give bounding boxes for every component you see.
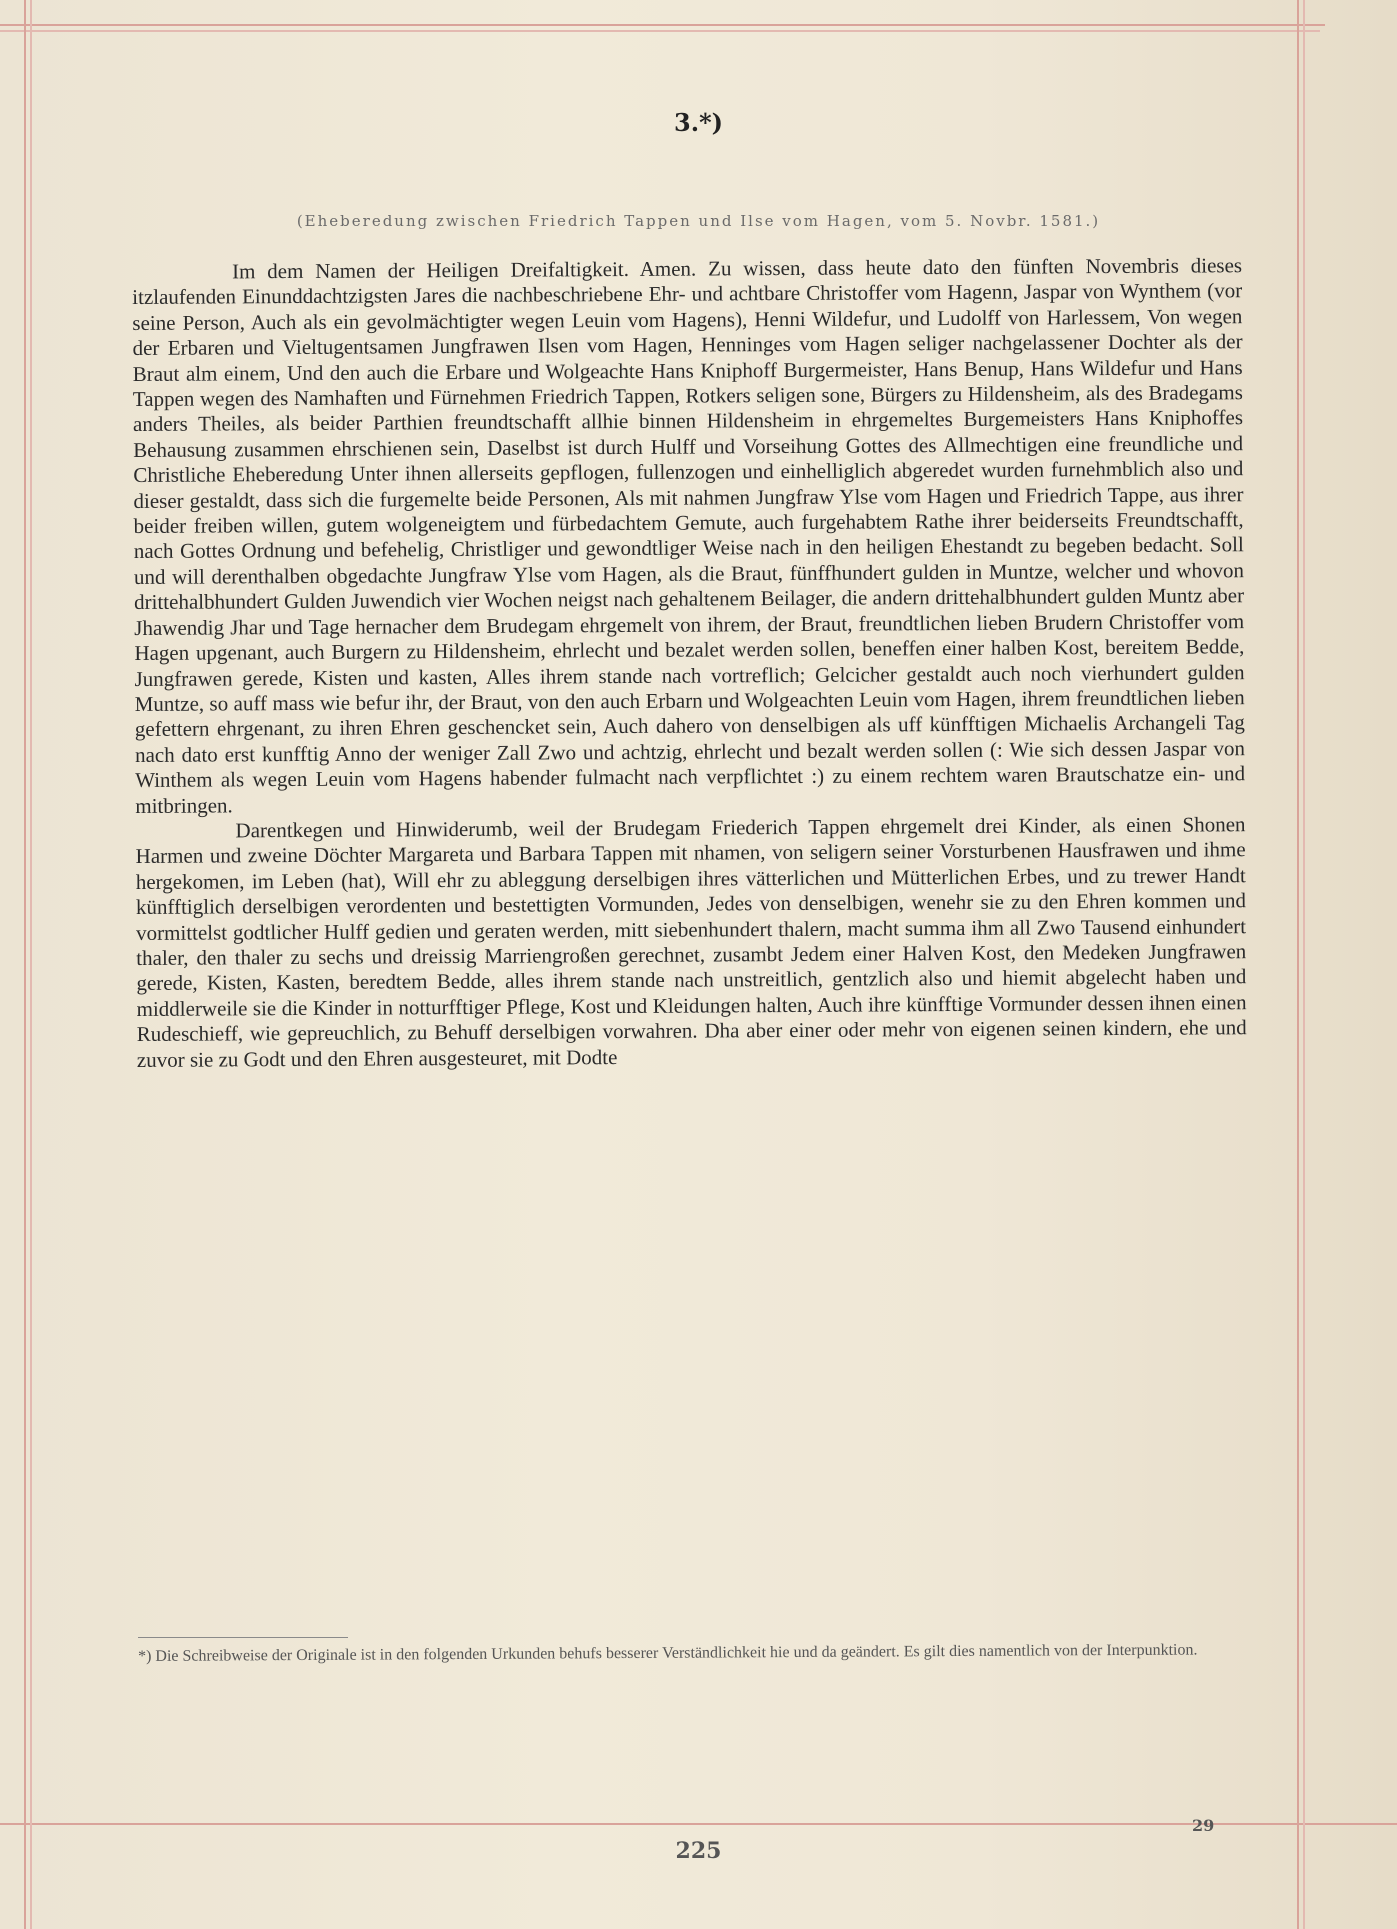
right-frame-rule-2 bbox=[1303, 0, 1305, 1929]
right-frame-rule bbox=[1297, 0, 1299, 1929]
document-heading: (Eheberedung zwischen Friedrich Tappen und Ilse vom Hagen, vom 5. Novbr. 1581.) bbox=[296, 212, 1101, 230]
section-number: 3.*) bbox=[674, 108, 723, 137]
signature-mark: 29 bbox=[1192, 1816, 1215, 1835]
left-frame-rule bbox=[24, 0, 26, 1929]
paragraph-1: Im dem Namen der Heiligen Dreifaltigkeit. Amen. Zu wissen, dass heute dato den fünften Novembris dieses itzlaufenden Einunddachtzigsten Jares die nachbeschriebene Ehr- und achtbare Christoffer vom Hagenn, Jaspar von Wynthem (vor seine Person, Auch als ein gevolmächtigter wegen Leuin vom Hagens), Henni Wildefur, und Ludolff von Harlessem, Von wegen der Erbaren und Vieltugentsamen Jungfrawen Ilsen vom Hagen, Henninges vom Hagen seliger nachgelassener Dochter als der Braut alm einem, Und den auch die Erbare und Wolgeachte Hans Kniphoff Burgermeister, Hans Benup, Hans Wildefur und Hans Tappen wegen des Namhaften und Fürnehmen Friedrich Tappen, Rotkers seligen sone, Bürgers zu Hildensheim, als des Bradegams anders Theiles, als beider Parthien freundtschafft allhie binnen Hildensheim in ehrgemeltes Burgemeisters Hans Kniphoffes Behausung zusammen ehrschienen sein, Daselbst ist durch Hulff und Vorseihung Gottes des Allmechtigen eine freundliche und Christliche Eheberedung Unter ihnen allerseits gepflogen, fullenzogen und einhelliglich abgeredet wurden furnehmblich also und dieser gestaldt, dass sich die furgemelte beide Personen, Als mit nahmen Jungfraw Ylse vom Hagen und Friedrich Tappe, aus ihrer beider freiben willen, gutem wolgeneigtem und fürbedachtem Gemute, auch furgehabtem Rathe ihrer beiderseits Freundtschafft, nach Gottes Ordnung und befehelig, Christliger und gewondtliger Weise nach in den heiligen Ehestandt zu begeben bedacht. Soll und will derenthalben obgedachte Jungfraw Ylse vom Hagen, als die Braut, fünffhundert gulden in Muntze, welcher und whovon drittehalbhundert Gulden Juwendich vier Wochen neigst nach gehaltenem Beilager, die andern drittehalbhundert gulden Muntz aber Jhawendig Jhar und Tage hernacher dem Brudegam ehrgemelt von ihrem, der Braut, freundtlichen lieben Brudern Christoffer vom Hagen upgenant, auch Burgern zu Hildensheim, ehrlecht und bezalet werden sollen, beneffen einer halben Kost, bereitem Bedde, Jungfrawen gerede, Kisten und kasten, Alles ihrem stande nach vortreflich; Gelcicher gestaldt auch noch vierhundert gulden Muntze, so auff mass wie befur ihr, der Braut, von den auch Erbarn und Wolgeachten Leuin vom Hagen, ihrem freundtlichen lieben gefettern ehrgenant, zu ihren Ehren geschencket sein, Auch dahero von denselbigen als uff künfftigen Michaelis Archangeli Tag nach dato erst kunfftig Anno der weniger Zall Zwo und achtzig, ehrlecht und bezalt werden sollen (: Wie sich dessen Jaspar von Winthem als wegen Leuin vom Hagens habender fulmacht nach verpflichtet :) zu einem rechtem waren Brautschatze ein- und mitbringen. bbox=[132, 253, 1246, 818]
bottom-frame-rule bbox=[0, 1823, 1397, 1825]
paragraph-2: Darentkegen und Hinwiderumb, weil der Brudegam Friederich Tappen ehrgemelt drei Kinder, als einen Shonen Harmen und zweine Döchter Margareta und Barbara Tappen mit nhamen, von seligern seiner Vorsturbenen Hausfrawen und ihme hergekomen, im Leben (hat), Will ehr zu ableggung derselbigen ihres vätterlichen und Mütterlichen Erbes, und zu trewer Handt künfftiglich derselbigen verordenten und bestettigten Vormunden, Jedes von denselbigen, wenehr sie zu den Ehren kommen und vormittelst godtlicher Hulff gedien und geraten werden, mitt siebenhundert thalern, macht summa ihm all Zwo Tausend einhundert thaler, den thaler zu sechs und dreissig Marriengroßen gerechnet, zusambt Jedem einer Halven Kost, den Medeken Jungfrawen gerede, Kisten, Kasten, beredtem Bedde, alles ihrem stande nach unstreitlich, gentzlich also und hiemit abgelecht haben und middlerweile sie die Kinder in notturfftiger Pflege, Kost und Kleidungen halten, Auch ihre künfftige Vormunder dessen ihnen einen Rudeschieff, wie gepreuchlich, zu Behuff derselbigen vorwahren. Dha aber einer oder mehr von eigenen seinen kindern, ehe und zuvor sie zu Godt und den Ehren ausgesteuret, mit Dodte bbox=[135, 812, 1247, 1072]
page-number: 225 bbox=[675, 1838, 722, 1864]
footnote-divider bbox=[138, 1637, 348, 1638]
top-frame-rule-2 bbox=[0, 30, 1320, 32]
body-text bbox=[132, 253, 1247, 1073]
left-frame-rule-2 bbox=[30, 0, 32, 1929]
top-frame-rule bbox=[0, 24, 1325, 26]
footnote: *) Die Schreibweise der Originale ist in den folgenden Urkunden behufs besserer Verständlichkeit hie und da geändert. Es gilt dies namentlich von der Interpunktion. bbox=[138, 1641, 1198, 1665]
